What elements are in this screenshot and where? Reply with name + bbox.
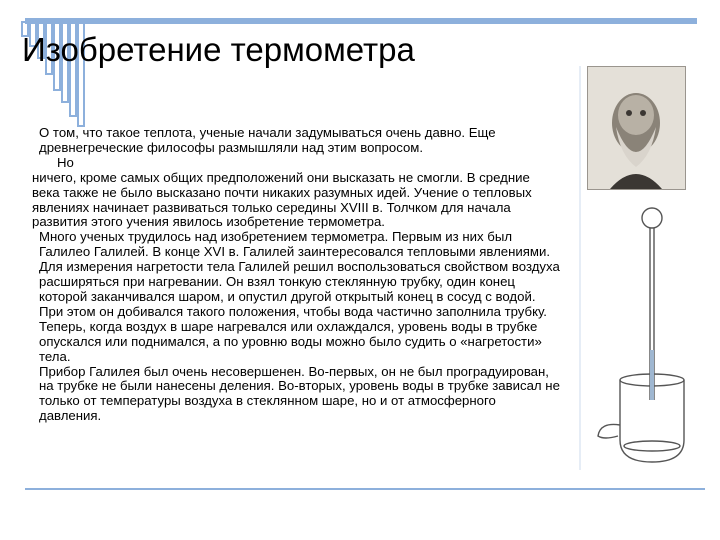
paragraph-5: Прибор Галилея был очень несовершенен. Во-первых, он не был проградуирован, на трубке не были нанесены деления. Во-вторых, уровень воды в трубке зависал не только от температуры воздуха в стеклянном шаре, но и от атмосферного давления. bbox=[39, 363, 560, 424]
portrait-image bbox=[587, 66, 686, 190]
bottom-rule bbox=[25, 488, 705, 490]
paragraph-2: Но bbox=[57, 154, 74, 170]
paragraph-1: О том, что такое теплота, ученые начали задумываться очень давно. Еще древнегреческие философы размышляли над этим вопросом. bbox=[39, 125, 496, 155]
thermoscope-image bbox=[590, 200, 710, 480]
paragraph-3: ничего, кроме самых общих предположений они высказать не смогли. В средние века также не было высказано почти никаких разумных идей. Учение о тепловых явлениях начинает развиваться только середины XVIII в. Толчком для начала развития этого учения явилось изобретение термометра. bbox=[32, 169, 532, 230]
paragraph-4: Много ученых трудилось над изобретением термометра. Первым из них был Галилео Галилей. В конце XVI в. Галилей заинтересовался тепловыми явлениями. Для измерения нагретости тела Галилей решил воспользоваться свойством воздуха расширяться при нагревании. Он взял тонкую стеклянную трубку, один конец которой заканчивался шаром, и опустил другой открытый конец в сосуд с водой. При этом он добивался такого положения, чтобы вода частично заполнила трубку. Теперь, когда воздух в шаре нагревался или охлаждался, уровень воды в трубке опускался или поднимался, а по уровню воды можно было судить о «нагретости» тела. bbox=[39, 229, 560, 364]
body-text bbox=[32, 126, 560, 424]
top-rule bbox=[25, 18, 697, 24]
slide-title: Изобретение термометра bbox=[22, 31, 415, 68]
